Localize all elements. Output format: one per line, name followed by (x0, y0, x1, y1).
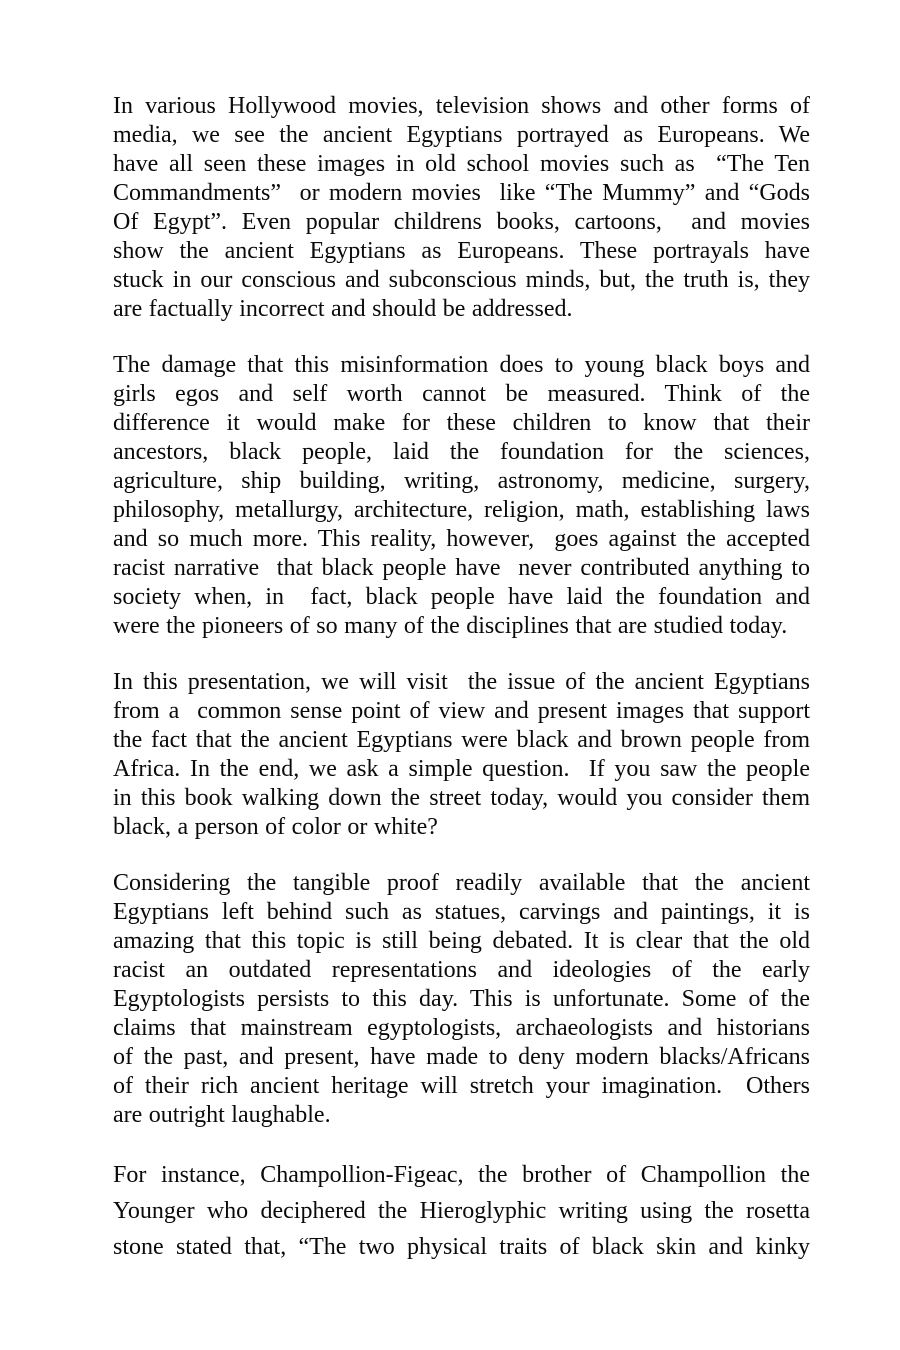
text-line: Of Egypt”. Even popular childrens books, cartoons, and movies (113, 209, 810, 235)
text-line: ancestors, black people, laid the foundation for the sciences, (113, 439, 810, 465)
text-line: claims that mainstream egyptologists, archaeologists and historians (113, 1015, 810, 1041)
text-line: Commandments” or modern movies like “The Mummy” and “Gods (113, 180, 810, 206)
paragraph (113, 668, 810, 842)
text-line: from a common sense point of view and present images that support (113, 698, 810, 724)
text-line: racist an outdated representations and ideologies of the early (113, 957, 810, 983)
text-line: racist narrative that black people have never contributed anything to (113, 555, 810, 581)
text-line: girls egos and self worth cannot be measured. Think of the (113, 381, 810, 407)
text-line: Africa. In the end, we ask a simple question. If you saw the people (113, 756, 810, 782)
text-line: are factually incorrect and should be addressed. (113, 296, 573, 322)
text-line: of the past, and present, have made to deny modern blacks/Africans (113, 1044, 810, 1070)
text-line: agriculture, ship building, writing, astronomy, medicine, surgery, (113, 468, 810, 494)
text-line: Egyptologists persists to this day. This is unfortunate. Some of the (113, 986, 810, 1012)
text-line: society when, in fact, black people have laid the foundation and (113, 584, 810, 610)
text-line: and so much more. This reality, however, goes against the accepted (113, 526, 810, 552)
text-line: In various Hollywood movies, television shows and other forms of (113, 93, 810, 119)
text-line: black, a person of color or white? (113, 814, 438, 840)
text-line: in this book walking down the street today, would you consider them (113, 785, 810, 811)
text-body (113, 92, 810, 1265)
paragraph (113, 1157, 810, 1265)
paragraph (113, 869, 810, 1130)
text-line: Egyptians left behind such as statues, carvings and paintings, it is (113, 899, 810, 925)
text-line: difference it would make for these children to know that their (113, 410, 810, 436)
text-line: For instance, Champollion-Figeac, the brother of Champollion the (113, 1162, 810, 1188)
text-line: show the ancient Egyptians as Europeans. These portrayals have (113, 238, 810, 264)
text-line: the fact that the ancient Egyptians were black and brown people from (113, 727, 810, 753)
text-line: media, we see the ancient Egyptians portrayed as Europeans. We (113, 122, 810, 148)
text-line: In this presentation, we will visit the issue of the ancient Egyptians (113, 669, 810, 695)
paragraph (113, 351, 810, 641)
text-line: Younger who deciphered the Hieroglyphic writing using the rosetta (113, 1198, 810, 1224)
text-line: have all seen these images in old school movies such as “The Ten (113, 151, 810, 177)
text-line: were the pioneers of so many of the disciplines that are studied today. (113, 613, 788, 639)
text-line: stone stated that, “The two physical traits of black skin and kinky (113, 1234, 810, 1260)
text-line: of their rich ancient heritage will stretch your imagination. Others (113, 1073, 810, 1099)
text-line: philosophy, metallurgy, architecture, religion, math, establishing laws (113, 497, 810, 523)
text-line: Considering the tangible proof readily available that the ancient (113, 870, 810, 896)
text-line: are outright laughable. (113, 1102, 331, 1128)
text-line: The damage that this misinformation does to young black boys and (113, 352, 810, 378)
text-line: amazing that this topic is still being debated. It is clear that the old (113, 928, 810, 954)
text-line: stuck in our conscious and subconscious minds, but, the truth is, they (113, 267, 810, 293)
paragraph (113, 92, 810, 324)
